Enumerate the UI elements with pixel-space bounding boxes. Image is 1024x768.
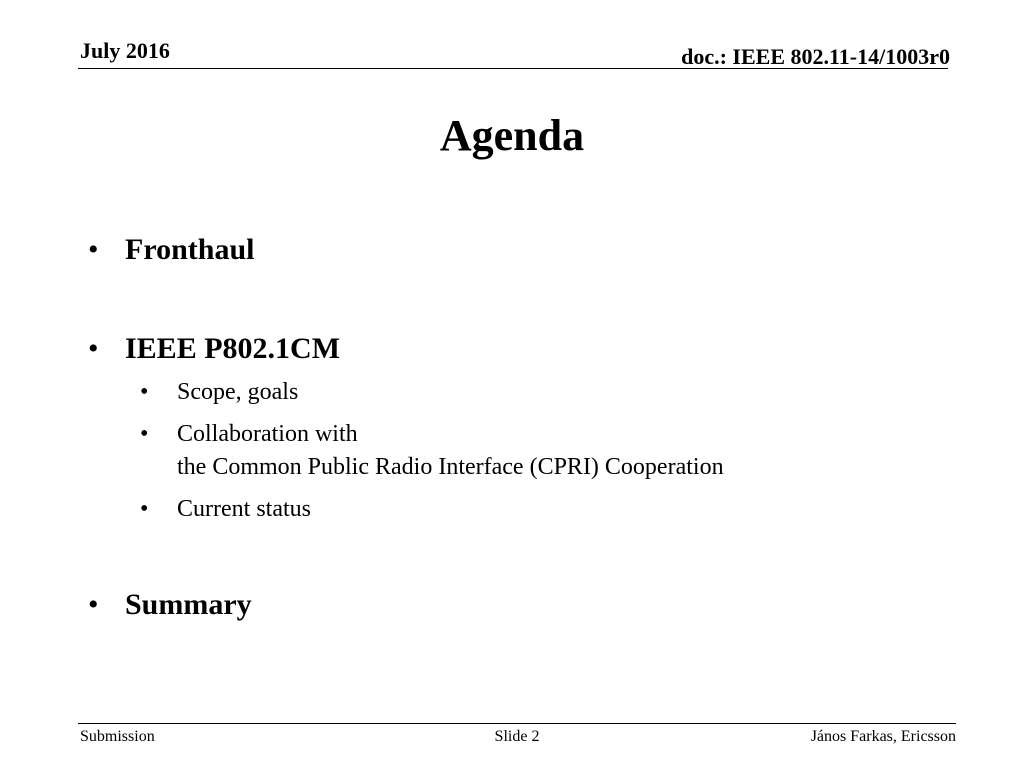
sub-item-label-line1: Collaboration with [177,421,358,447]
bullet: • [88,588,99,621]
agenda-item-label: IEEE P802.1CM [125,332,341,365]
footer-submission: Submission [80,728,155,745]
slide-title: Agenda [439,111,585,160]
sub-item-label-line2: the Common Public Radio Interface (CPRI) Cooperation [177,454,724,480]
footer-rule [78,723,956,724]
sub-item-label: Scope, goals [177,379,299,405]
bullet: • [88,233,99,266]
header-doc-id: doc.: IEEE 802.11-14/1003r0 [681,44,950,69]
header-date: July 2016 [80,38,170,63]
footer-slide-number: Slide 2 [494,728,540,745]
footer-author: János Farkas, Ericsson [810,728,956,745]
agenda-item-label: Fronthaul [125,233,255,266]
bullet: • [140,421,149,447]
bullet: • [140,496,149,522]
agenda-item-label: Summary [125,588,252,621]
bullet: • [88,332,99,365]
bullet: • [140,379,149,405]
sub-item-label: Current status [177,496,311,522]
header-rule [78,68,948,69]
